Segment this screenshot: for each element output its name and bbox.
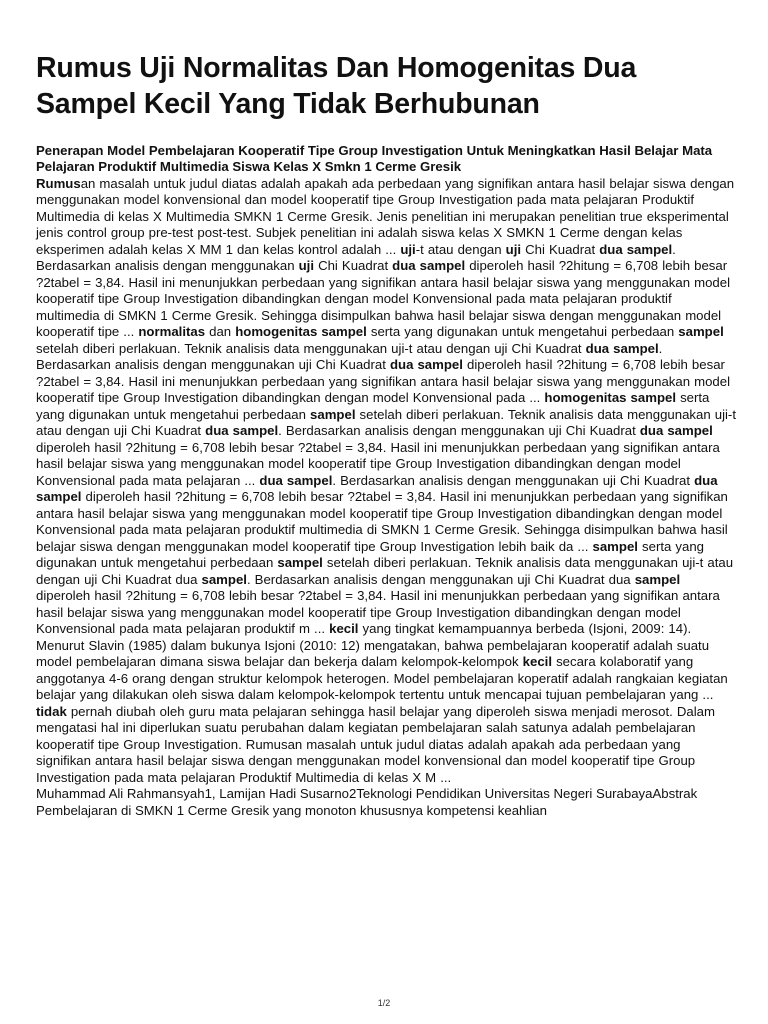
highlighted-term: dua sampel — [392, 258, 466, 274]
excerpt-text: diperoleh hasil ?2hitung = 6,708 lebih besar ?2tabel = 3,84. Hasil ini menunjukkan perbedaan yang signifikan antara hasil belajar siswa yang menggunakan model kooperatif tipe Group Investigation dibandingkan dengan model Konvensional pada mata pelajaran produktif multimedia di SMKN 1 Cerme Gresik. Sehingga disimpulkan bahwa hasil belajar siswa dengan menggunakan model kooperatif tipe Group Investigation lebih baik da ... — [36, 489, 728, 554]
highlighted-term: homogenitas sampel — [544, 390, 676, 406]
excerpt-text: Chi Kuadrat — [521, 241, 600, 257]
excerpt-text: diperoleh hasil ?2hitung = 6,708 lebih besar ?2tabel = 3,84. Hasil ini menunjukkan perbedaan yang signifikan antara hasil belajar siswa yang menggunakan model kooperatif tipe Group Investigation dibandingkan dengan model Konvensional pada mata pelajaran produktif m ... — [36, 588, 720, 637]
excerpt-text: diperoleh hasil ?2hitung = 6,708 lebih besar ?2tabel = 3,84. Hasil ini menunjukkan perbedaan yang signifikan antara hasil belajar siswa yang menggunakan model kooperatif tipe Group Investigation dibandingkan dengan model Konvensional pada mata pelajaran ... — [36, 439, 720, 488]
document-page — [36, 50, 736, 819]
highlighted-term: sampel — [310, 406, 356, 422]
highlighted-term: dua sampel — [585, 340, 659, 356]
highlighted-term: normalitas — [138, 324, 206, 340]
excerpt-text: setelah diberi perlakuan. Teknik analisis data menggunakan uji-t atau dengan uji Chi Kuadrat — [36, 340, 586, 356]
excerpt-text: -t atau dengan — [415, 241, 506, 257]
highlighted-term: dua sampel — [259, 472, 333, 488]
highlighted-term: tidak — [36, 703, 67, 719]
page-number: 1/2 — [377, 998, 391, 1008]
excerpt-text: . Berdasarkan analisis dengan menggunakan uji Chi Kuadrat — [278, 423, 640, 439]
highlighted-term: dua sampel — [639, 423, 713, 439]
excerpt-text: . Berdasarkan analisis dengan menggunakan uji Chi Kuadrat dua — [246, 571, 635, 587]
highlighted-term: sampel — [592, 538, 638, 554]
highlighted-term: sampel — [634, 571, 681, 587]
excerpt-text: . Berdasarkan analisis dengan menggunakan — [36, 241, 676, 274]
highlighted-term: Rumus — [36, 175, 81, 191]
highlighted-term: homogenitas sampel — [235, 324, 367, 340]
highlighted-term: dua sampel — [36, 472, 718, 505]
excerpt-text: serta yang digunakan untuk mengetahui perbedaan — [366, 324, 679, 340]
highlighted-term: uji — [505, 241, 522, 257]
highlighted-term: uji — [298, 258, 314, 274]
highlighted-term: kecil — [522, 654, 553, 670]
highlighted-term: dua sampel — [389, 357, 463, 373]
article-excerpt — [36, 176, 736, 787]
excerpt-text: yang tingkat kemampuannya berbeda (Isjoni, 2009: 14). Menurut Slavin (1985) dalam bukunya Isjoni (2010: 12) mengatakan, bahwa pembelajaran kooperatif adalah suatu model pembelajaran dimana siswa belajar dan bekerja dalam kelompok-kelompok — [36, 621, 710, 670]
excerpt-text: Chi Kuadrat — [314, 258, 393, 274]
excerpt-text: secara kolaboratif yang anggotanya 4-6 orang dengan struktur kelompok heterogen. Model pembelajaran koperatif adalah rangkaian kegiatan belajar yang dilakukan oleh siswa dalam kelompok-kelompok tertentu untuk mencapai tujuan pembelajaran yang ... — [36, 654, 728, 703]
excerpt-text: serta yang digunakan untuk mengetahui perbedaan — [36, 390, 710, 422]
excerpt-text: setelah diberi perlakuan. Teknik analisis data menggunakan uji-t atau dengan uji Chi Kuadrat dua — [36, 555, 734, 587]
highlighted-term: uji — [400, 241, 416, 257]
page-title: Rumus Uji Normalitas Dan Homogenitas Dua Sampel Kecil Yang Tidak Berhubunan — [36, 52, 637, 120]
highlighted-term: sampel — [201, 571, 247, 587]
excerpt-text: diperoleh hasil ?2hitung = 6,708 lebih besar ?2tabel = 3,84. Hasil ini menunjukkan perbedaan yang signifikan antara hasil belajar siswa yang menggunakan model kooperatif tipe Group Investigation dibandingkan dengan model Konvensional pada ... — [36, 357, 731, 406]
excerpt-text: setelah diberi perlakuan. Teknik analisis data menggunakan uji-t atau dengan uji Chi Kuadrat — [36, 406, 736, 439]
excerpt-text: pernah diubah oleh guru mata pelajaran sehingga hasil belajar yang diperoleh siswa menjadi merosot. Dalam mengatasi hal ini diperlukan suatu perubahan dalam kegiatan pembelajaran salah satunya adalah pembelajaran kooperatif tipe Group Investigation. Rumusan masalah untuk judul diatas adalah apakah ada perbedaan yang signifikan antara hasil belajar siswa dengan menggunakan model konvensional dan model kooperatif tipe Group Investigation pada mata pelajaran Produktif Multimedia di kelas X M ... — [36, 703, 715, 785]
excerpt-text: serta yang digunakan untuk mengetahui perbedaan — [36, 538, 704, 571]
excerpt-text: diperoleh hasil ?2hitung = 6,708 lebih besar ?2tabel = 3,84. Hasil ini menunjukkan perbedaan yang signifikan antara hasil belajar siswa yang menggunakan model kooperatif tipe Group Investigation dibandingkan dengan model Konvensional pada mata pelajaran produktif multimedia di SMKN 1 Cerme Gresik. Sehingga disimpulkan bahwa hasil belajar siswa dengan menggunakan model kooperatif tipe ... — [36, 258, 731, 340]
author-line: Muhammad Ali Rahmansyah1, Lamijan Hadi Susarno2Teknologi Pendidikan Universitas Negeri SurabayaAbstrak Pembelajaran di SMKN 1 Cerme Gresik yang monoton khususnya kompetensi keahlian — [36, 786, 698, 818]
excerpt-text: dan — [205, 324, 236, 340]
highlighted-term: kecil — [329, 621, 359, 637]
highlighted-term: sampel — [277, 555, 323, 571]
highlighted-term: sampel — [678, 324, 724, 340]
excerpt-text: . Berdasarkan analisis dengan menggunakan uji Chi Kuadrat — [36, 340, 663, 373]
excerpt-text: . Berdasarkan analisis dengan menggunakan uji Chi Kuadrat — [332, 472, 695, 488]
article-title: Penerapan Model Pembelajaran Kooperatif Tipe Group Investigation Untuk Meningkatkan Hasil Belajar Mata Pelajaran Produktif Multimedia Siswa Kelas X Smkn 1 Cerme Gresik — [36, 143, 713, 175]
highlighted-term: dua sampel — [599, 241, 673, 257]
excerpt-text: an masalah untuk judul diatas adalah apakah ada perbedaan yang signifikan antara hasil belajar siswa dengan menggunakan model konvensional dan model kooperatif tipe Group Investigation pada mata pelajaran Produktif Multimedia di kelas X Multimedia SMKN 1 Cerme Gresik. Jenis penelitian ini merupakan penelitian true eksperimental jenis control group pre-test post-test. Subjek penelitian ini adalah siswa kelas X SMKN 1 Cerme dengan kelas eksperimen adalah kelas X MM 1 dan kelas kontrol adalah ... — [36, 175, 735, 257]
highlighted-term: dua sampel — [205, 423, 279, 439]
